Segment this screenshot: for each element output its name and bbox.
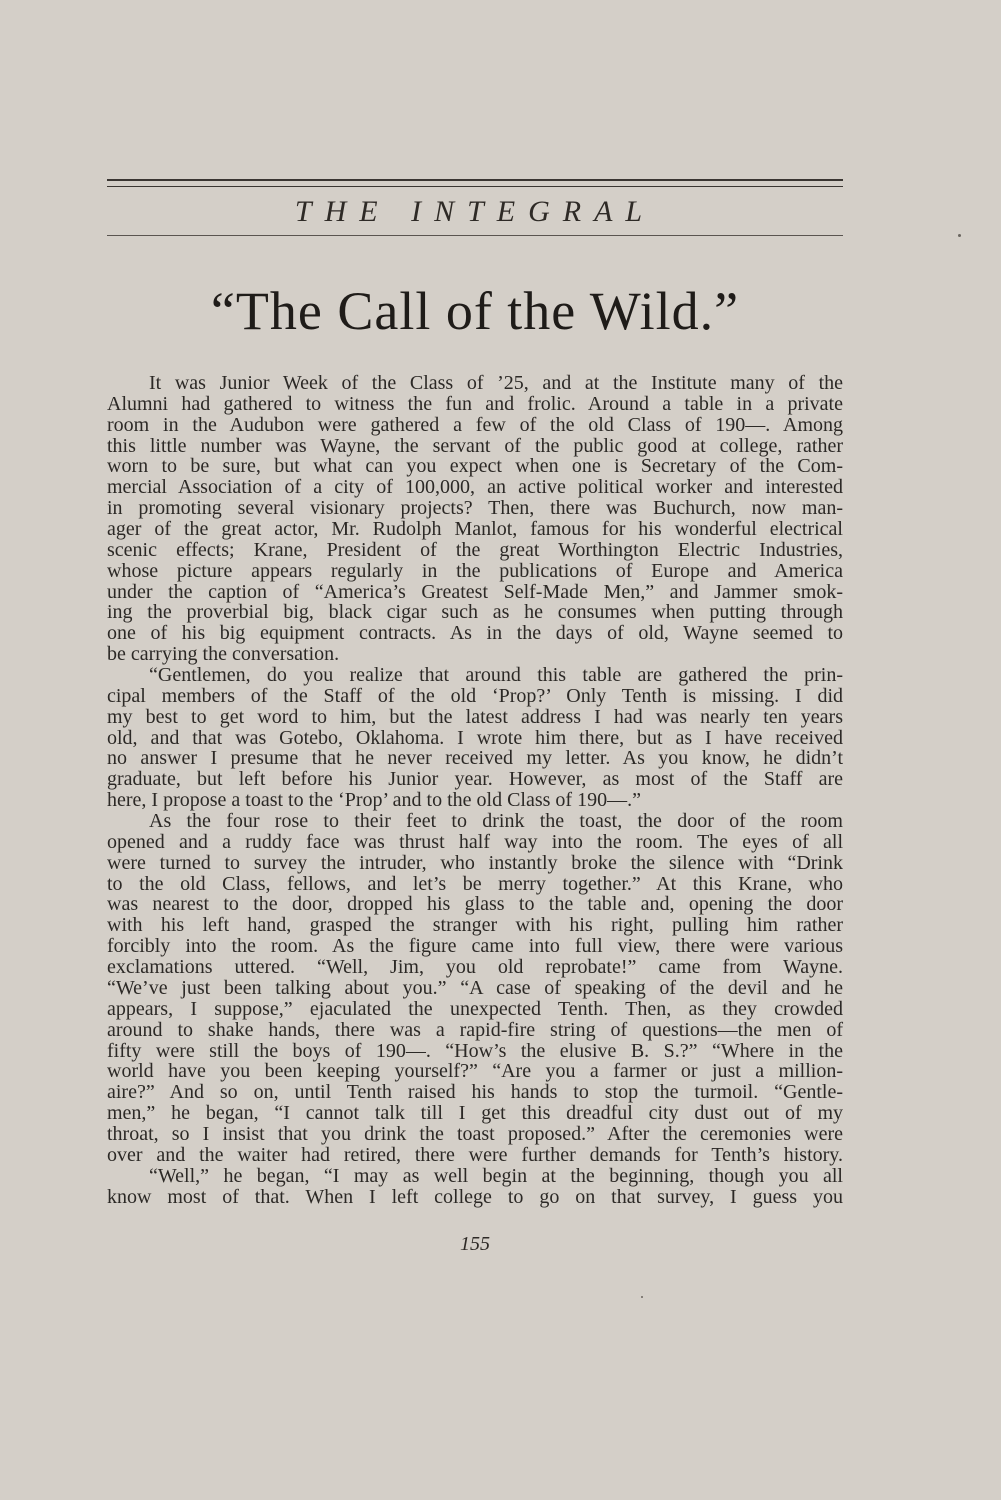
text-line: be carrying the conversation. xyxy=(107,643,340,666)
text-line: “Gentlemen, do you realize that around this table are gathered the prin- xyxy=(149,664,843,687)
header-rule-top xyxy=(107,179,843,181)
text-line: one of his big equipment contracts. As in the days of old, Wayne seemed to xyxy=(107,622,843,645)
text-line: room in the Audubon were gathered a few of the old Class of 190—. Among xyxy=(107,413,843,436)
text-line: here, I propose a toast to the ‘Prop’ and to the old Class of 190—.” xyxy=(107,789,641,812)
text-line: graduate, but left before his Junior year. However, as most of the Staff are xyxy=(107,768,843,791)
text-line: worn to be sure, but what can you expect when one is Secretary of the Com- xyxy=(107,455,843,478)
text-line: exclamations uttered. “Well, Jim, you old reprobate!” came from Wayne. xyxy=(107,956,843,979)
text-line: my best to get word to him, but the latest address I had was nearly ten years xyxy=(107,705,843,728)
text-line: know most of that. When I left college to go on that survey, I guess you xyxy=(107,1185,843,1208)
text-line: men,” he began, “I cannot talk till I get this dreadful city dust out of my xyxy=(107,1102,843,1125)
running-head: THE INTEGRAL xyxy=(294,195,656,228)
text-line: forcibly into the room. As the figure came into full view, there were various xyxy=(107,935,843,958)
text-line: this little number was Wayne, the servant of the public good at college, rather xyxy=(107,434,843,457)
text-line: were turned to survey the intruder, who instantly broke the silence with “Drink xyxy=(107,851,843,874)
page-number: 155 xyxy=(460,1233,490,1255)
text-line: over and the waiter had retired, there were further demands for Tenth’s history. xyxy=(107,1143,843,1166)
text-line: no answer I presume that he never received my letter. As you know, he didn’t xyxy=(107,747,843,770)
text-line: opened and a ruddy face was thrust half way into the room. The eyes of all xyxy=(107,830,843,853)
text-line: whose picture appears regularly in the publications of Europe and America xyxy=(107,559,843,582)
article-body xyxy=(107,373,843,1207)
text-line: mercial Association of a city of 100,000, an active political worker and interested xyxy=(107,476,843,499)
text-line: throat, so I insist that you drink the toast proposed.” After the ceremonies were xyxy=(107,1122,843,1145)
text-line: fifty were still the boys of 190—. “How’s the elusive B. S.?” “Where in the xyxy=(107,1039,843,1062)
text-line: Alumni had gathered to witness the fun and frolic. Around a table in a private xyxy=(107,392,843,415)
text-line: “We’ve just been talking about you.” “A case of speaking of the devil and he xyxy=(107,976,843,999)
text-line: around to shake hands, there was a rapid-fire string of questions—the men of xyxy=(107,1018,843,1041)
text-line: to the old Class, fellows, and let’s be merry together.” At this Krane, who xyxy=(107,872,843,895)
text-line: with his left hand, grasped the stranger with his right, pulling him rather xyxy=(107,914,843,937)
text-line: “Well,” he began, “I may as well begin at the beginning, though you all xyxy=(149,1164,843,1187)
text-line: appears, I suppose,” ejaculated the unexpected Tenth. Then, as they crowded xyxy=(107,997,843,1020)
text-line: cipal members of the Staff of the old ‘Prop?’ Only Tenth is missing. I did xyxy=(107,684,843,707)
text-line: was nearest to the door, dropped his glass to the table and, opening the door xyxy=(107,893,843,916)
text-line: ager of the great actor, Mr. Rudolph Manlot, famous for his wonderful electrical xyxy=(107,518,843,541)
text-line: in promoting several visionary projects? Then, there was Buchurch, now man- xyxy=(107,497,843,520)
text-line: It was Junior Week of the Class of ’25, and at the Institute many of the xyxy=(149,372,843,394)
text-line: under the caption of “America’s Greatest Self-Made Men,” and Jammer smok- xyxy=(107,580,843,603)
paper-speck xyxy=(641,1296,643,1298)
text-line: old, and that was Gotebo, Oklahoma. I wrote him there, but as I have received xyxy=(107,726,843,749)
text-line: scenic effects; Krane, President of the great Worthington Electric Industries, xyxy=(107,538,843,561)
header-rule-top-thin xyxy=(107,186,843,187)
header-rule-bottom xyxy=(107,235,843,236)
article-title: “The Call of the Wild.” xyxy=(210,281,740,341)
paper-speck xyxy=(958,234,961,237)
text-line: As the four rose to their feet to drink the toast, the door of the room xyxy=(149,810,843,833)
text-line: world have you been keeping yourself?” “Are you a farmer or just a million- xyxy=(107,1060,843,1083)
text-line: aire?” And so on, until Tenth raised his hands to stop the turmoil. “Gentle- xyxy=(107,1081,843,1104)
text-line: ing the proverbial big, black cigar such as he consumes when putting through xyxy=(107,601,843,624)
